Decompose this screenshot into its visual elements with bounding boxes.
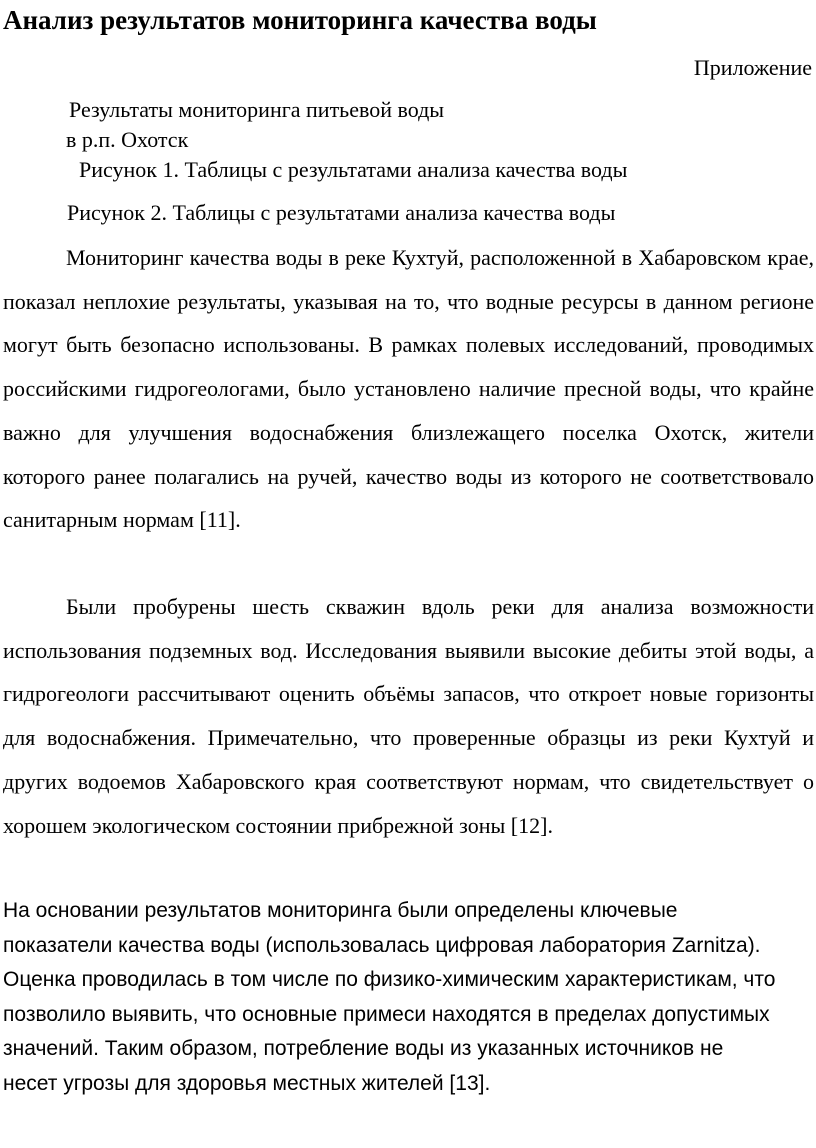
paragraph-river-monitoring: Мониторинг качества воды в реке Кухтуй, расположенной в Хабаровском крае, показал неплохие результаты, указывая на то, что водные ресурсы в данном регионе могут быть безопасно использованы. В рамках полевых исследований, проводимых российскими гидрогеологами, было установлено наличие пресной воды, что крайне важно для улучшения водоснабжения близлежащего поселка Охотск, жители которого ранее полагались на ручей, качество воды из которого не соответствовало санитарным нормам [11]. [3,245,814,533]
subtitle-line-1: Результаты мониторинга питьевой воды [69,97,445,122]
appendix-label: Приложение [693,55,812,80]
figure-2-caption: Рисунок 2. Таблицы с результатами анализа качества воды [67,200,616,225]
figure-1-caption: Рисунок 1. Таблицы с результатами анализа качества воды [79,157,628,182]
subtitle-line-2: в р.п. Охотск [66,127,189,152]
paragraph-wells-drilling: Были пробурены шесть скважин вдоль реки для анализа возможности использования подземных вод. Исследования выявили высокие дебиты этой воды, а гидрогеологи рассчитывают оценить объёмы запасов, что откроет новые горизонты для водоснабжения. Примечательно, что проверенные образцы из реки Кухтуй и других водоемов Хабаровского края соответствуют нормам, что свидетельствует о хорошем экологическом состоянии прибрежной зоны [12]. [3,594,814,838]
document-title: Анализ результатов мониторинга качества воды [3,5,597,35]
paragraph-monitoring-conclusion: На основании результатов мониторинга были определены ключевые показатели качества воды (использовалась цифровая лаборатория Zarnitza). Оценка проводилась в том числе по физико-химическим характеристикам, что позволило выявить, что основные примеси находятся в пределах допустимых значений. Таким образом, потребление воды из указанных источников не несет угрозы для здоровья местных жителей [13]. [3,899,776,1095]
